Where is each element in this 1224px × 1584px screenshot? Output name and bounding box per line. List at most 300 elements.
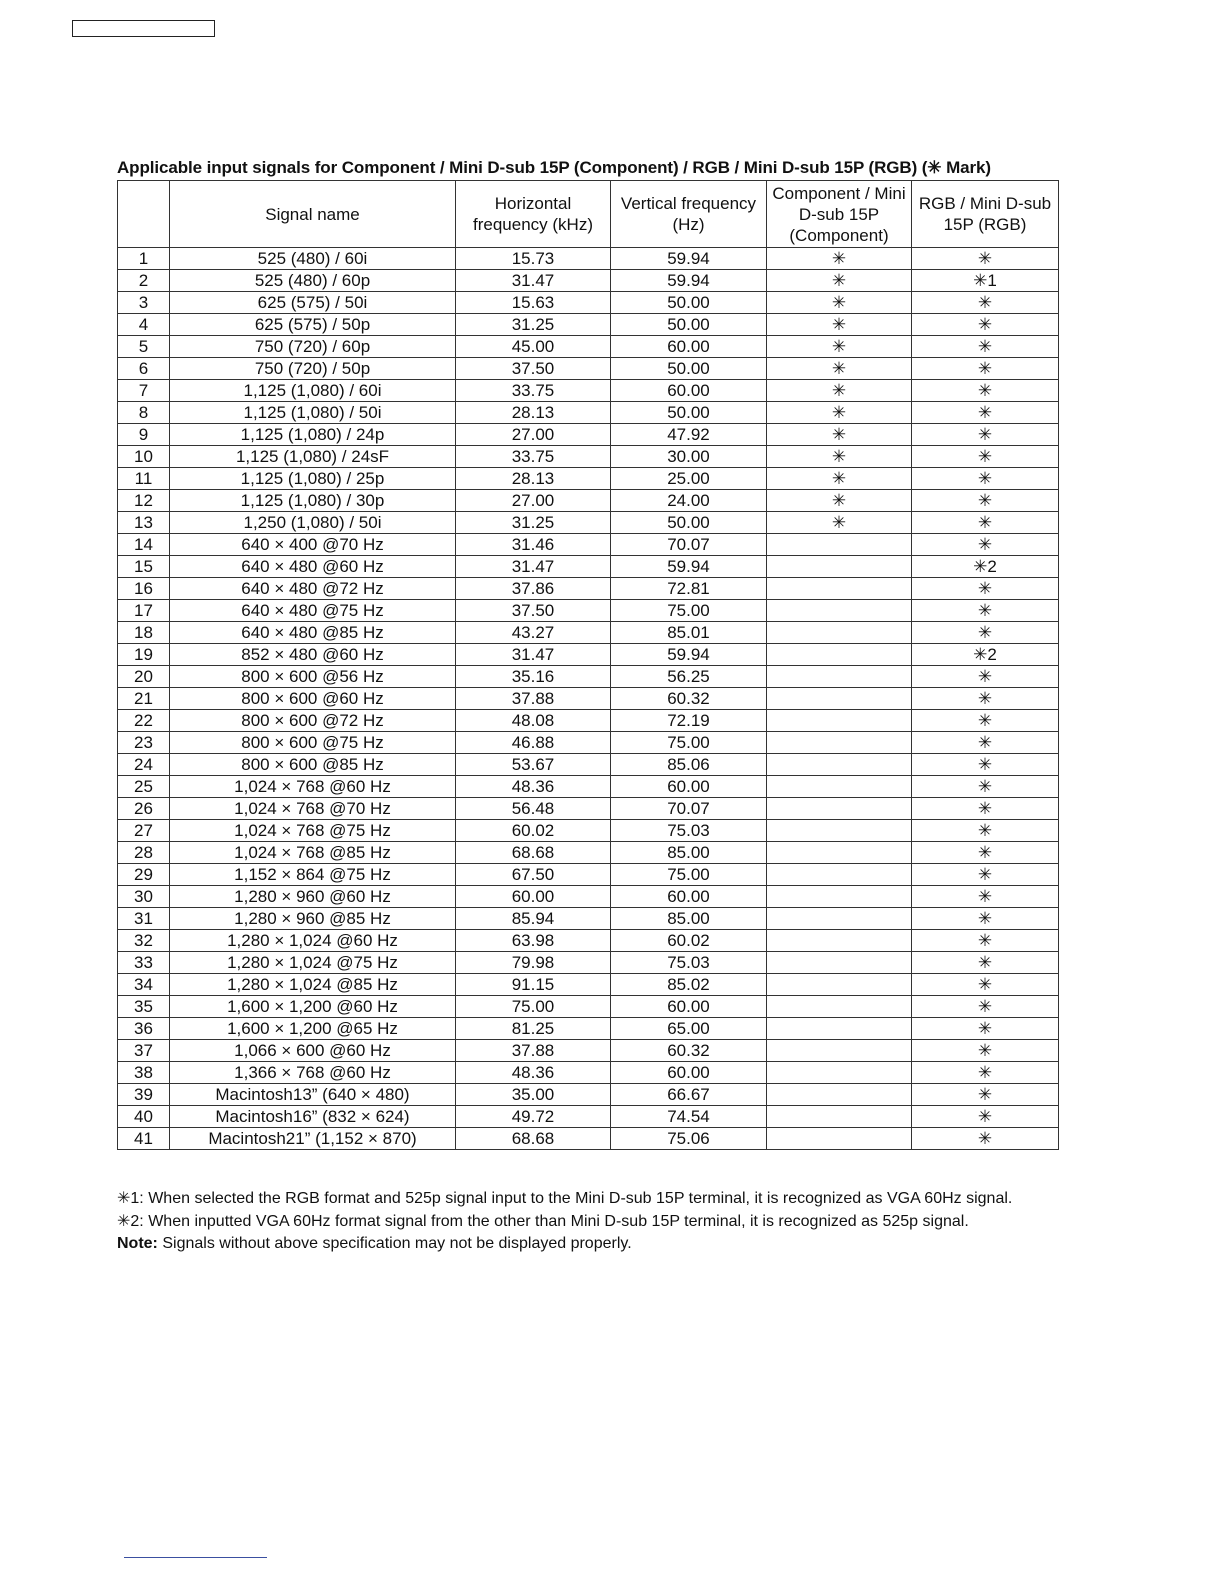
cell-no: 25 [118, 776, 170, 798]
cell-vertical-frequency: 50.00 [611, 358, 767, 380]
table-row [118, 842, 1059, 864]
cell-horizontal-frequency: 31.47 [456, 556, 611, 578]
cell-component-mark [767, 864, 912, 886]
cell-no: 36 [118, 1018, 170, 1040]
cell-vertical-frequency: 70.07 [611, 798, 767, 820]
cell-rgb-mark: ✳ [912, 248, 1059, 270]
cell-no: 15 [118, 556, 170, 578]
cell-component-mark [767, 1128, 912, 1150]
cell-no: 35 [118, 996, 170, 1018]
cell-component-mark [767, 534, 912, 556]
cell-signal-name: Macintosh16” (832 × 624) [170, 1106, 456, 1128]
cell-vertical-frequency: 30.00 [611, 446, 767, 468]
table-row [118, 974, 1059, 996]
cell-rgb-mark: ✳ [912, 1128, 1059, 1150]
cell-rgb-mark: ✳ [912, 358, 1059, 380]
table-row [118, 710, 1059, 732]
footnote-1: ✳1: When selected the RGB format and 525p signal input to the Mini D-sub 15P terminal, it is recognized as VGA 60Hz signal. [117, 1190, 1013, 1207]
cell-no: 13 [118, 512, 170, 534]
cell-vertical-frequency: 59.94 [611, 248, 767, 270]
cell-component-mark [767, 556, 912, 578]
table-row [118, 952, 1059, 974]
cell-vertical-frequency: 75.03 [611, 820, 767, 842]
cell-horizontal-frequency: 75.00 [456, 996, 611, 1018]
cell-signal-name: 640 × 400 @70 Hz [170, 534, 456, 556]
cell-horizontal-frequency: 91.15 [456, 974, 611, 996]
cell-component-mark [767, 1040, 912, 1062]
cell-horizontal-frequency: 37.50 [456, 600, 611, 622]
table-row [118, 776, 1059, 798]
cell-component-mark: ✳ [767, 248, 912, 270]
cell-signal-name: 1,600 × 1,200 @65 Hz [170, 1018, 456, 1040]
table-row [118, 314, 1059, 336]
cell-component-mark: ✳ [767, 270, 912, 292]
cell-vertical-frequency: 85.01 [611, 622, 767, 644]
cell-signal-name: 640 × 480 @60 Hz [170, 556, 456, 578]
cell-no: 26 [118, 798, 170, 820]
cell-vertical-frequency: 25.00 [611, 468, 767, 490]
cell-signal-name: 750 (720) / 50p [170, 358, 456, 380]
cell-component-mark [767, 798, 912, 820]
cell-signal-name: 1,280 × 960 @60 Hz [170, 886, 456, 908]
cell-horizontal-frequency: 85.94 [456, 908, 611, 930]
cell-component-mark: ✳ [767, 490, 912, 512]
cell-no: 17 [118, 600, 170, 622]
cell-vertical-frequency: 50.00 [611, 512, 767, 534]
cell-component-mark [767, 886, 912, 908]
table-row [118, 666, 1059, 688]
cell-vertical-frequency: 47.92 [611, 424, 767, 446]
cell-horizontal-frequency: 27.00 [456, 490, 611, 512]
table-row [118, 1128, 1059, 1150]
cell-vertical-frequency: 72.81 [611, 578, 767, 600]
cell-rgb-mark: ✳ [912, 886, 1059, 908]
cell-rgb-mark: ✳ [912, 688, 1059, 710]
col-header-horizontal-frequency: Horizontal frequency (kHz) [456, 181, 611, 248]
cell-signal-name: 1,024 × 768 @85 Hz [170, 842, 456, 864]
cell-signal-name: 640 × 480 @85 Hz [170, 622, 456, 644]
cell-vertical-frequency: 60.00 [611, 380, 767, 402]
cell-vertical-frequency: 56.25 [611, 666, 767, 688]
cell-horizontal-frequency: 46.88 [456, 732, 611, 754]
cell-signal-name: 1,125 (1,080) / 24p [170, 424, 456, 446]
cell-vertical-frequency: 60.00 [611, 336, 767, 358]
table-title: Applicable input signals for Component / Mini D-sub 15P (Component) / RGB / Mini D-sub 15P (RGB) (✳ Mark) [117, 158, 991, 177]
cell-rgb-mark: ✳ [912, 1084, 1059, 1106]
cell-component-mark [767, 622, 912, 644]
table-row [118, 820, 1059, 842]
cell-component-mark [767, 930, 912, 952]
cell-horizontal-frequency: 49.72 [456, 1106, 611, 1128]
footnote-2: ✳2: When inputted VGA 60Hz format signal from the other than Mini D-sub 15P terminal, it is recognized as 525p signal. [117, 1212, 969, 1230]
cell-component-mark [767, 578, 912, 600]
cell-horizontal-frequency: 79.98 [456, 952, 611, 974]
cell-signal-name: 1,366 × 768 @60 Hz [170, 1062, 456, 1084]
cell-vertical-frequency: 60.32 [611, 688, 767, 710]
col-header-no [118, 181, 170, 248]
cell-signal-name: 1,600 × 1,200 @60 Hz [170, 996, 456, 1018]
cell-component-mark [767, 820, 912, 842]
cell-signal-name: 640 × 480 @75 Hz [170, 600, 456, 622]
cell-signal-name: 800 × 600 @75 Hz [170, 732, 456, 754]
cell-signal-name: Macintosh13” (640 × 480) [170, 1084, 456, 1106]
cell-rgb-mark: ✳ [912, 622, 1059, 644]
cell-signal-name: 625 (575) / 50p [170, 314, 456, 336]
cell-vertical-frequency: 85.00 [611, 842, 767, 864]
table-row [118, 270, 1059, 292]
cell-horizontal-frequency: 48.36 [456, 776, 611, 798]
cell-component-mark: ✳ [767, 446, 912, 468]
cell-no: 40 [118, 1106, 170, 1128]
cell-vertical-frequency: 59.94 [611, 270, 767, 292]
cell-rgb-mark: ✳ [912, 424, 1059, 446]
cell-component-mark [767, 952, 912, 974]
cell-no: 24 [118, 754, 170, 776]
cell-rgb-mark: ✳ [912, 776, 1059, 798]
cell-vertical-frequency: 75.00 [611, 600, 767, 622]
cell-horizontal-frequency: 37.86 [456, 578, 611, 600]
cell-no: 19 [118, 644, 170, 666]
cell-signal-name: 1,280 × 1,024 @75 Hz [170, 952, 456, 974]
cell-rgb-mark: ✳ [912, 468, 1059, 490]
cell-no: 8 [118, 402, 170, 424]
cell-vertical-frequency: 65.00 [611, 1018, 767, 1040]
cell-signal-name: 800 × 600 @56 Hz [170, 666, 456, 688]
table-row [118, 1106, 1059, 1128]
cell-signal-name: Macintosh21” (1,152 × 870) [170, 1128, 456, 1150]
cell-no: 7 [118, 380, 170, 402]
cell-horizontal-frequency: 31.47 [456, 644, 611, 666]
footer-rule [124, 1557, 267, 1558]
cell-signal-name: 1,280 × 1,024 @85 Hz [170, 974, 456, 996]
cell-rgb-mark: ✳ [912, 578, 1059, 600]
cell-component-mark [767, 974, 912, 996]
cell-vertical-frequency: 60.00 [611, 1062, 767, 1084]
cell-rgb-mark: ✳ [912, 842, 1059, 864]
table-row [118, 908, 1059, 930]
cell-no: 1 [118, 248, 170, 270]
cell-rgb-mark: ✳1 [912, 270, 1059, 292]
cell-vertical-frequency: 66.67 [611, 1084, 767, 1106]
col-header-component: Component / Mini D-sub 15P (Component) [767, 181, 912, 248]
cell-rgb-mark: ✳2 [912, 556, 1059, 578]
cell-vertical-frequency: 75.03 [611, 952, 767, 974]
cell-no: 2 [118, 270, 170, 292]
table-row [118, 446, 1059, 468]
cell-component-mark [767, 754, 912, 776]
col-header-rgb: RGB / Mini D-sub 15P (RGB) [912, 181, 1059, 248]
cell-vertical-frequency: 85.00 [611, 908, 767, 930]
cell-signal-name: 1,152 × 864 @75 Hz [170, 864, 456, 886]
cell-horizontal-frequency: 28.13 [456, 402, 611, 424]
cell-rgb-mark: ✳ [912, 666, 1059, 688]
table-row [118, 512, 1059, 534]
cell-no: 37 [118, 1040, 170, 1062]
table-row [118, 534, 1059, 556]
cell-horizontal-frequency: 37.88 [456, 1040, 611, 1062]
cell-vertical-frequency: 72.19 [611, 710, 767, 732]
cell-vertical-frequency: 59.94 [611, 556, 767, 578]
cell-no: 27 [118, 820, 170, 842]
cell-rgb-mark: ✳ [912, 952, 1059, 974]
col-header-vertical-frequency: Vertical frequency (Hz) [611, 181, 767, 248]
cell-component-mark [767, 996, 912, 1018]
cell-vertical-frequency: 60.00 [611, 776, 767, 798]
table-row [118, 688, 1059, 710]
cell-vertical-frequency: 60.00 [611, 886, 767, 908]
cell-signal-name: 640 × 480 @72 Hz [170, 578, 456, 600]
cell-signal-name: 1,280 × 960 @85 Hz [170, 908, 456, 930]
cell-signal-name: 1,280 × 1,024 @60 Hz [170, 930, 456, 952]
cell-vertical-frequency: 60.32 [611, 1040, 767, 1062]
cell-no: 32 [118, 930, 170, 952]
cell-component-mark: ✳ [767, 424, 912, 446]
cell-rgb-mark: ✳ [912, 534, 1059, 556]
cell-signal-name: 1,024 × 768 @60 Hz [170, 776, 456, 798]
col-header-signal-name: Signal name [170, 181, 456, 248]
cell-no: 38 [118, 1062, 170, 1084]
table-row [118, 556, 1059, 578]
table-row [118, 358, 1059, 380]
cell-signal-name: 800 × 600 @85 Hz [170, 754, 456, 776]
cell-rgb-mark: ✳ [912, 512, 1059, 534]
cell-vertical-frequency: 59.94 [611, 644, 767, 666]
cell-horizontal-frequency: 45.00 [456, 336, 611, 358]
cell-horizontal-frequency: 43.27 [456, 622, 611, 644]
cell-vertical-frequency: 50.00 [611, 314, 767, 336]
cell-horizontal-frequency: 35.00 [456, 1084, 611, 1106]
cell-no: 22 [118, 710, 170, 732]
cell-component-mark: ✳ [767, 336, 912, 358]
cell-no: 9 [118, 424, 170, 446]
cell-horizontal-frequency: 68.68 [456, 842, 611, 864]
table-row [118, 292, 1059, 314]
cell-component-mark [767, 908, 912, 930]
cell-signal-name: 1,125 (1,080) / 50i [170, 402, 456, 424]
cell-signal-name: 852 × 480 @60 Hz [170, 644, 456, 666]
table-header-row [118, 181, 1059, 248]
cell-component-mark [767, 688, 912, 710]
cell-signal-name: 800 × 600 @72 Hz [170, 710, 456, 732]
cell-component-mark [767, 732, 912, 754]
table-row [118, 1040, 1059, 1062]
cell-rgb-mark: ✳ [912, 402, 1059, 424]
cell-signal-name: 800 × 600 @60 Hz [170, 688, 456, 710]
cell-no: 41 [118, 1128, 170, 1150]
cell-horizontal-frequency: 31.25 [456, 314, 611, 336]
cell-no: 31 [118, 908, 170, 930]
table-row [118, 622, 1059, 644]
table-row [118, 886, 1059, 908]
table-row [118, 336, 1059, 358]
cell-signal-name: 1,125 (1,080) / 60i [170, 380, 456, 402]
cell-signal-name: 1,125 (1,080) / 24sF [170, 446, 456, 468]
cell-signal-name: 525 (480) / 60p [170, 270, 456, 292]
cell-component-mark: ✳ [767, 292, 912, 314]
cell-component-mark: ✳ [767, 468, 912, 490]
cell-vertical-frequency: 85.06 [611, 754, 767, 776]
cell-vertical-frequency: 85.02 [611, 974, 767, 996]
cell-rgb-mark: ✳ [912, 996, 1059, 1018]
cell-component-mark: ✳ [767, 314, 912, 336]
cell-rgb-mark: ✳ [912, 490, 1059, 512]
cell-rgb-mark: ✳ [912, 292, 1059, 314]
cell-horizontal-frequency: 31.25 [456, 512, 611, 534]
cell-horizontal-frequency: 68.68 [456, 1128, 611, 1150]
cell-component-mark [767, 600, 912, 622]
cell-no: 10 [118, 446, 170, 468]
table-row [118, 1018, 1059, 1040]
cell-rgb-mark: ✳ [912, 754, 1059, 776]
cell-no: 18 [118, 622, 170, 644]
cell-horizontal-frequency: 31.46 [456, 534, 611, 556]
cell-horizontal-frequency: 48.36 [456, 1062, 611, 1084]
cell-horizontal-frequency: 37.88 [456, 688, 611, 710]
cell-signal-name: 1,250 (1,080) / 50i [170, 512, 456, 534]
cell-vertical-frequency: 75.00 [611, 864, 767, 886]
cell-signal-name: 1,125 (1,080) / 30p [170, 490, 456, 512]
cell-rgb-mark: ✳ [912, 336, 1059, 358]
cell-no: 4 [118, 314, 170, 336]
table-row [118, 864, 1059, 886]
note-label: Note: [117, 1235, 158, 1252]
table-row [118, 754, 1059, 776]
cell-rgb-mark: ✳ [912, 314, 1059, 336]
cell-no: 29 [118, 864, 170, 886]
cell-vertical-frequency: 70.07 [611, 534, 767, 556]
cell-rgb-mark: ✳ [912, 798, 1059, 820]
cell-signal-name: 1,066 × 600 @60 Hz [170, 1040, 456, 1062]
cell-no: 28 [118, 842, 170, 864]
cell-rgb-mark: ✳2 [912, 644, 1059, 666]
cell-component-mark: ✳ [767, 512, 912, 534]
cell-no: 23 [118, 732, 170, 754]
cell-signal-name: 1,024 × 768 @75 Hz [170, 820, 456, 842]
cell-component-mark [767, 1018, 912, 1040]
table-row [118, 424, 1059, 446]
cell-no: 30 [118, 886, 170, 908]
table-row [118, 468, 1059, 490]
cell-vertical-frequency: 50.00 [611, 402, 767, 424]
signal-table [117, 180, 1059, 1150]
cell-horizontal-frequency: 48.08 [456, 710, 611, 732]
cell-rgb-mark: ✳ [912, 1040, 1059, 1062]
cell-horizontal-frequency: 56.48 [456, 798, 611, 820]
cell-rgb-mark: ✳ [912, 930, 1059, 952]
cell-component-mark [767, 842, 912, 864]
cell-signal-name: 750 (720) / 60p [170, 336, 456, 358]
cell-horizontal-frequency: 60.02 [456, 820, 611, 842]
cell-component-mark [767, 1062, 912, 1084]
cell-no: 3 [118, 292, 170, 314]
cell-signal-name: 525 (480) / 60i [170, 248, 456, 270]
cell-vertical-frequency: 75.06 [611, 1128, 767, 1150]
footnote-note [117, 1233, 1012, 1256]
cell-no: 14 [118, 534, 170, 556]
cell-horizontal-frequency: 67.50 [456, 864, 611, 886]
table-row [118, 248, 1059, 270]
table-row [118, 930, 1059, 952]
table-row [118, 732, 1059, 754]
cell-vertical-frequency: 60.02 [611, 930, 767, 952]
cell-no: 34 [118, 974, 170, 996]
cell-horizontal-frequency: 31.47 [456, 270, 611, 292]
cell-component-mark [767, 710, 912, 732]
cell-component-mark [767, 666, 912, 688]
table-row [118, 578, 1059, 600]
cell-rgb-mark: ✳ [912, 820, 1059, 842]
cell-horizontal-frequency: 33.75 [456, 380, 611, 402]
cell-component-mark [767, 776, 912, 798]
cell-rgb-mark: ✳ [912, 1106, 1059, 1128]
cell-rgb-mark: ✳ [912, 380, 1059, 402]
table-row [118, 798, 1059, 820]
cell-horizontal-frequency: 33.75 [456, 446, 611, 468]
cell-no: 33 [118, 952, 170, 974]
cell-component-mark [767, 644, 912, 666]
cell-vertical-frequency: 50.00 [611, 292, 767, 314]
cell-rgb-mark: ✳ [912, 600, 1059, 622]
cell-horizontal-frequency: 81.25 [456, 1018, 611, 1040]
cell-no: 20 [118, 666, 170, 688]
cell-horizontal-frequency: 27.00 [456, 424, 611, 446]
cell-rgb-mark: ✳ [912, 1018, 1059, 1040]
table-row [118, 600, 1059, 622]
cell-horizontal-frequency: 15.73 [456, 248, 611, 270]
cell-signal-name: 625 (575) / 50i [170, 292, 456, 314]
cell-vertical-frequency: 60.00 [611, 996, 767, 1018]
cell-component-mark: ✳ [767, 402, 912, 424]
cell-rgb-mark: ✳ [912, 446, 1059, 468]
cell-rgb-mark: ✳ [912, 710, 1059, 732]
cell-component-mark: ✳ [767, 358, 912, 380]
cell-horizontal-frequency: 15.63 [456, 292, 611, 314]
cell-rgb-mark: ✳ [912, 1062, 1059, 1084]
cell-no: 12 [118, 490, 170, 512]
cell-horizontal-frequency: 35.16 [456, 666, 611, 688]
table-row [118, 380, 1059, 402]
cell-signal-name: 1,125 (1,080) / 25p [170, 468, 456, 490]
cell-vertical-frequency: 24.00 [611, 490, 767, 512]
cell-no: 5 [118, 336, 170, 358]
cell-rgb-mark: ✳ [912, 974, 1059, 996]
table-row [118, 1062, 1059, 1084]
cell-vertical-frequency: 75.00 [611, 732, 767, 754]
table-row [118, 996, 1059, 1018]
footnotes [117, 1188, 1012, 1256]
cell-component-mark: ✳ [767, 380, 912, 402]
cell-component-mark [767, 1106, 912, 1128]
cell-component-mark [767, 1084, 912, 1106]
cell-no: 39 [118, 1084, 170, 1106]
note-text: Signals without above specification may not be displayed properly. [157, 1235, 632, 1252]
cell-horizontal-frequency: 60.00 [456, 886, 611, 908]
cell-horizontal-frequency: 37.50 [456, 358, 611, 380]
cell-signal-name: 1,024 × 768 @70 Hz [170, 798, 456, 820]
cell-horizontal-frequency: 53.67 [456, 754, 611, 776]
table-row [118, 490, 1059, 512]
cell-no: 21 [118, 688, 170, 710]
table-row [118, 1084, 1059, 1106]
cell-no: 16 [118, 578, 170, 600]
cell-no: 11 [118, 468, 170, 490]
cell-rgb-mark: ✳ [912, 908, 1059, 930]
table-row [118, 402, 1059, 424]
cell-rgb-mark: ✳ [912, 732, 1059, 754]
cell-no: 6 [118, 358, 170, 380]
header-box [72, 20, 215, 37]
cell-rgb-mark: ✳ [912, 864, 1059, 886]
